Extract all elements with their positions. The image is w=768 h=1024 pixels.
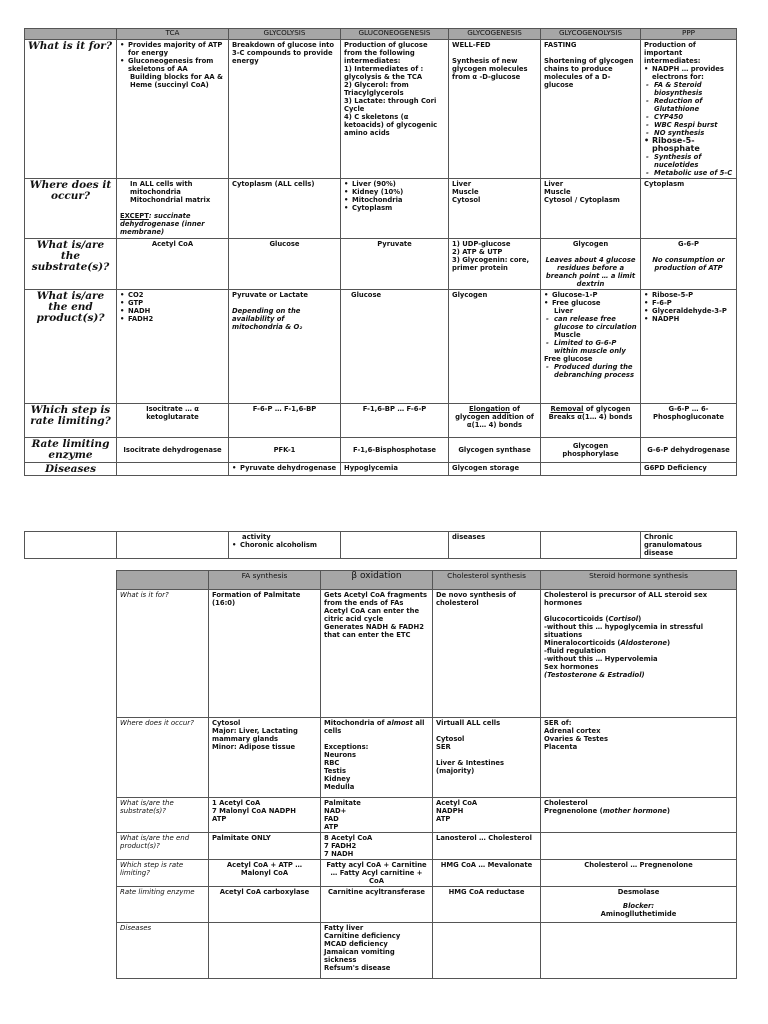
t3-beta-location (321, 718, 433, 798)
cell-glycogenesis-substrate (449, 239, 541, 290)
cell-glycogenolysis-purpose (541, 40, 641, 179)
t3-steroid-enzyme (541, 887, 737, 923)
cell-glycogenolysis-diseases (541, 463, 641, 476)
col-header-steroid: Steroid hormone synthesis (541, 571, 737, 590)
beta-exception-4: Kidney (324, 775, 351, 783)
cell-gluconeogenesis-enzyme: F-1,6-Bisphosphotase (341, 438, 449, 463)
ppp-product-4: • NADPH (644, 315, 733, 323)
beta-purpose-3: Generates NADH & FADH2 that can enter the ETC (324, 623, 424, 639)
cell-ppp-products (641, 290, 737, 404)
steroid-substrate-close: ) (666, 807, 671, 815)
glycogenesis-well-fed: WELL-FED (452, 41, 491, 49)
steroid-location-4: Placenta (544, 743, 578, 751)
steroid-gluco-note: -without this … hypoglycemia in stressful situations (544, 623, 704, 639)
t3-label-location: Where does it occur? (117, 718, 209, 798)
glycogenolysis-location-3: Cytosol / Cytoplasm (544, 196, 620, 204)
beta-product-3: 7 NADH (324, 850, 354, 858)
ppp-nadph-5: - NO synthesis (644, 129, 733, 137)
glycogenesis-location-1: Liver (452, 180, 472, 188)
t3-steroid-location (541, 718, 737, 798)
cell-glycogenesis-location (449, 179, 541, 239)
glycogenolysis-product-1: • Glucose-1-P (544, 291, 637, 299)
ppp-ribose-2: - Metabolic use of 5-C (644, 169, 733, 177)
glycogenolysis-product-2: • Free glucose (544, 299, 637, 307)
ppp-nadph-2: - Reduction of Glutathione (644, 97, 733, 113)
glycolysis-product: Pyruvate or Lactate (232, 291, 309, 299)
steroid-substrate-1: Cholesterol (544, 799, 588, 807)
cell-glycolysis-purpose: Breakdown of glucose into 3-C compounds to provide energy (229, 40, 341, 179)
beta-exception-2: RBC (324, 759, 340, 767)
beta-exception-1: Neurons (324, 751, 357, 759)
steroid-enzyme: Desmolase (617, 888, 660, 896)
glycogenolysis-liver-note: - can release free glucose to circulation (544, 315, 637, 331)
glycogenolysis-removal: Removal (550, 405, 584, 413)
beta-location-main (324, 719, 429, 735)
glycogenesis-location-2: Muscle (452, 188, 479, 196)
t3-fa-location (209, 718, 321, 798)
header-row (25, 29, 737, 40)
t3-corner-cell (117, 571, 209, 590)
glycogenesis-location-3: Cytosol (452, 196, 481, 204)
beta-substrate-1: Palmitate (324, 799, 361, 807)
steroid-blocker-label: Blocker: (622, 902, 655, 910)
cell-gluconeogenesis-rate-step: F-1,6-BP … F-6-P (341, 404, 449, 438)
gng-purpose-4: 4) C skeletons (α ketoacids) of glycogenic amino acids (344, 113, 438, 137)
t3-row-rate-enzyme (117, 887, 737, 923)
t3-label-purpose: What is it for? (117, 590, 209, 718)
steroid-mineral-note2: -without this … Hypervolemia (544, 655, 658, 663)
gng-purpose-2: 2) Glycerol: from Triacylglycerols (344, 81, 409, 97)
tca-product-1: • CO2 (120, 291, 225, 299)
chol-substrate-1: Acetyl CoA (436, 799, 478, 807)
cell-gluconeogenesis-products: Glucose (341, 290, 449, 404)
beta-substrate-3: FAD (324, 815, 339, 823)
except-text: : succinate dehydrogenase (inner membrane) (120, 212, 205, 236)
ppp-substrate-note: No consumption or production of ATP (652, 256, 725, 272)
ppp-product-1: • Ribose-5-P (644, 291, 733, 299)
row-substrates (25, 239, 737, 290)
ppp-ribose-1: - Synthesis of nucelotides (644, 153, 733, 169)
row-rate-step (25, 404, 737, 438)
t3-chol-purpose: De novo synthesis of cholesterol (433, 590, 541, 718)
tca-location-2: Mitochondrial matrix (130, 196, 211, 204)
cell-glycolysis-enzyme: PFK-1 (229, 438, 341, 463)
cell-tca-location (117, 179, 229, 239)
cell-ppp-rate-step: G-6-P … 6-Phosphogluconate (641, 404, 737, 438)
row-location (25, 179, 737, 239)
beta-product-2: 7 FADH2 (324, 842, 357, 850)
glycogenolysis-muscle-note: - Limited to G-6-P within muscle only (544, 339, 637, 355)
t3-label-rate-enzyme: Rate limiting enzyme (117, 887, 209, 923)
steroid-pregnenolone: Pregnenolone ( (544, 807, 603, 815)
t3-fa-substrates (209, 798, 321, 833)
tca-purpose-1: • Provides majority of ATP for energy (120, 41, 225, 57)
t3-label-diseases: Diseases (117, 923, 209, 979)
cell-ppp-enzyme: G-6-P dehydrogenase (641, 438, 737, 463)
t3-row-location (117, 718, 737, 798)
cell-glycolysis-rate-step: F-6-P … F-1,6-BP (229, 404, 341, 438)
t3-beta-diseases (321, 923, 433, 979)
steroid-location-1: SER of: (544, 719, 572, 727)
t3-chol-diseases (433, 923, 541, 979)
steroid-gluco (544, 615, 733, 623)
gng-location-4: • Cytoplasm (344, 204, 445, 212)
cont-cell-gluconeogenesis (341, 532, 449, 559)
cell-gluconeogenesis-purpose (341, 40, 449, 179)
fa-location-1: Cytosol (212, 719, 241, 727)
glycogenolysis-liver: Liver (554, 307, 574, 315)
beta-purpose-1: Gets Acetyl CoA fragments from the ends of FAs (324, 591, 427, 607)
ppp-nadph-3: - CYP450 (644, 113, 733, 121)
cont-glycolysis-1: activity (242, 533, 271, 541)
tca-purpose-3: Building blocks for AA & Heme (succinyl CoA) (130, 73, 223, 89)
gng-purpose-1: 1) Intermediates of : glycolysis & the TCA (344, 65, 424, 81)
fa-substrate-2: 7 Malonyl CoA NADPH (212, 807, 296, 815)
t3-chol-rate-step: HMG CoA … Mevalonate (433, 860, 541, 887)
t3-row-products (117, 833, 737, 860)
col-header-cholesterol: Cholesterol synthesis (433, 571, 541, 590)
t3-fa-products: Palmitate ONLY (209, 833, 321, 860)
t3-beta-products (321, 833, 433, 860)
beta-location-post: all cells (324, 719, 425, 735)
cell-gluconeogenesis-substrate: Pyruvate (341, 239, 449, 290)
glycolysis-product-note: Depending on the availability of mitochondria & O₂ (232, 307, 303, 331)
row-label-purpose: What is it for? (25, 40, 117, 179)
cell-glycogenolysis-enzyme: Glycogen phosphorylase (541, 438, 641, 463)
t3-row-diseases (117, 923, 737, 979)
t3-steroid-substrates (541, 798, 737, 833)
beta-disease-3: MCAD deficiency (324, 940, 388, 948)
t3-steroid-purpose (541, 590, 737, 718)
ppp-purpose-intro: Production of important intermediates: (644, 41, 701, 65)
glycogenolysis-free: Free glucose (544, 355, 593, 363)
t3-fa-rate-step: Acetyl CoA + ATP … Malonyl CoA (209, 860, 321, 887)
cell-glycogenolysis-location (541, 179, 641, 239)
steroid-aldosterone: Aldosterone (620, 639, 668, 647)
t3-steroid-diseases (541, 923, 737, 979)
cell-gluconeogenesis-diseases: Hypoglycemia (341, 463, 449, 476)
beta-substrate-2: NAD+ (324, 807, 347, 815)
glycogenesis-rate-rest: of glycogen addition of α(1… 4) bonds (455, 405, 534, 429)
cell-glycogenesis-diseases: Glycogen storage (449, 463, 541, 476)
beta-substrate-4: ATP (324, 823, 339, 831)
glycogenolysis-substrate: Glycogen (572, 240, 609, 248)
cont-cell-glycogenolysis (541, 532, 641, 559)
glycogenolysis-fasting: FASTING (544, 41, 577, 49)
t3-fa-enzyme: Acetyl CoA carboxylase (209, 887, 321, 923)
chol-substrate-3: ATP (436, 815, 451, 823)
glycogenesis-substrate-2: 2) ATP & UTP (452, 248, 503, 256)
col-header-gluconeogenesis: GLUCONEOGENESIS (341, 29, 449, 40)
col-header-ppp: PPP (641, 29, 737, 40)
t3-beta-purpose (321, 590, 433, 718)
t3-row-rate-step (117, 860, 737, 887)
fa-location-3: Minor: Adipose tissue (212, 743, 296, 751)
cell-tca-purpose (117, 40, 229, 179)
row-products (25, 290, 737, 404)
chol-location-1: Virtuall ALL cells (436, 719, 501, 727)
except-label: EXCEPT (120, 212, 149, 220)
glycogenolysis-location-2: Muscle (544, 188, 571, 196)
chol-location-4: Liver & Intestines (majority) (436, 759, 505, 775)
glycogenesis-elongation: Elongation (468, 405, 511, 413)
steroid-location-3: Ovaries & Testes (544, 735, 609, 743)
cell-glycolysis-diseases (229, 463, 341, 476)
t3-fa-diseases (209, 923, 321, 979)
t3-beta-substrates (321, 798, 433, 833)
cell-glycolysis-location: Cytoplasm (ALL cells) (229, 179, 341, 239)
t3-label-rate-step: Which step is rate limiting? (117, 860, 209, 887)
cell-glycogenesis-products: Glycogen (449, 290, 541, 404)
carbohydrate-metabolism-table (24, 28, 737, 476)
steroid-gluco-close: ) (638, 615, 642, 623)
steroid-substrate-2 (544, 807, 733, 815)
t3-beta-rate-step: Fatty acyl CoA + Carnitine … Fatty Acyl carnitine + CoA (321, 860, 433, 887)
beta-disease-1: Fatty liver (324, 924, 364, 932)
steroid-gluco-label: Glucocorticoids ( (544, 615, 609, 623)
cont-cell-glycolysis (229, 532, 341, 559)
lipid-metabolism-table (116, 570, 737, 979)
cell-tca-products (117, 290, 229, 404)
gng-location-1: • Liver (90%) (344, 180, 445, 188)
ppp-ribose: • Ribose-5-phosphate (644, 137, 733, 153)
glycogenolysis-location-1: Liver (544, 180, 564, 188)
glycogenolysis-muscle: Muscle (554, 331, 581, 339)
continuation-row (25, 532, 737, 559)
beta-disease-4: Jamaican vomiting sickness (324, 948, 395, 964)
row-label-rate-enzyme: Rate limiting enzyme (25, 438, 117, 463)
fa-substrate-3: ATP (212, 815, 227, 823)
cell-ppp-substrate (641, 239, 737, 290)
steroid-sex-examples: (Testosterone & Estradiol) (544, 671, 645, 679)
cell-gluconeogenesis-location (341, 179, 449, 239)
col-header-glycogenesis: GLYCOGENESIS (449, 29, 541, 40)
tca-location-1: In ALL cells with mitochondria (130, 180, 193, 196)
steroid-intro: Cholesterol is precursor of ALL steroid sex hormones (544, 591, 708, 607)
cell-glycogenolysis-products (541, 290, 641, 404)
cont-glycolysis-2: • Choronic alcoholism (232, 541, 337, 549)
col-header-fa-synthesis: FA synthesis (209, 571, 321, 590)
tca-location-except (120, 212, 225, 236)
t3-steroid-products (541, 833, 737, 860)
glycogenesis-substrate-3: 3) Glycogenin: core, primer protein (452, 256, 530, 272)
glycolysis-disease-1: • Pyruvate dehydrogenase (232, 464, 337, 472)
t3-label-substrates: What is/are the substrate(s)? (117, 798, 209, 833)
gng-location-3: • Mitochondria (344, 196, 445, 204)
beta-product-1: 8 Acetyl CoA (324, 834, 373, 842)
ppp-substrate: G-6-P (678, 240, 699, 248)
corner-cell (25, 29, 117, 40)
tca-product-3: • NADH (120, 307, 225, 315)
row-label-substrates: What is/are the substrate(s)? (25, 239, 117, 290)
glycogenolysis-purpose-text: Shortening of glycogen chains to produce molecules of a D-glucose (544, 57, 634, 89)
steroid-mother-hormone: mother hormone (602, 807, 667, 815)
t3-chol-enzyme: HMG CoA reductase (433, 887, 541, 923)
steroid-blocker: Aminoglluthetimide (600, 910, 677, 918)
row-label-location: Where does it occur? (25, 179, 117, 239)
row-purpose (25, 40, 737, 179)
beta-exceptions-label: Exceptions: (324, 743, 369, 751)
cont-cell-tca (117, 532, 229, 559)
glycogenesis-purpose-text: Synthesis of new glycogen molecules from α -D-glucose (452, 57, 528, 81)
steroid-mineral-close: ) (667, 639, 671, 647)
cell-glycogenesis-enzyme: Glycogen synthase (449, 438, 541, 463)
cell-glycogenesis-rate-step (449, 404, 541, 438)
steroid-mineral-note1: -fluid regulation (544, 647, 606, 655)
steroid-location-2: Adrenal cortex (544, 727, 601, 735)
glycogenolysis-substrate-note: Leaves about 4 glucose residues before a breanch point … a limit dextrin (545, 256, 636, 288)
cell-tca-rate-step: Isocitrate … α ketoglutarate (117, 404, 229, 438)
t3-header-row (117, 571, 737, 590)
diseases-continuation-table (24, 531, 737, 559)
cell-ppp-location: Cytoplasm (641, 179, 737, 239)
tca-product-2: • GTP (120, 299, 225, 307)
t3-chol-location (433, 718, 541, 798)
t3-row-substrates (117, 798, 737, 833)
col-header-tca: TCA (117, 29, 229, 40)
beta-location-almost: almost (386, 719, 413, 727)
ppp-product-3: • Glyceraldehyde-3-P (644, 307, 733, 315)
tca-purpose-2: • Gluconeogenesis from skeletons of AA (120, 57, 225, 73)
t3-fa-purpose: Formation of Palmitate (16:0) (209, 590, 321, 718)
cell-glycogenolysis-rate-step (541, 404, 641, 438)
glycogenolysis-free-note: - Produced during the debranching process (544, 363, 637, 379)
steroid-mineral (544, 639, 733, 647)
ppp-product-2: • F-6-P (644, 299, 733, 307)
cont-cell-label (25, 532, 117, 559)
cell-ppp-diseases: G6PD Deficiency (641, 463, 737, 476)
beta-exception-5: Medulla (324, 783, 355, 791)
t3-label-products: What is/are the end product(s)? (117, 833, 209, 860)
beta-purpose-2: Acetyl CoA can enter the citric acid cycle (324, 607, 420, 623)
cell-tca-diseases (117, 463, 229, 476)
col-header-glycolysis: GLYCOLYSIS (229, 29, 341, 40)
cell-tca-enzyme: Isocitrate dehydrogenase (117, 438, 229, 463)
col-header-glycogenolysis: GLYCOGENOLYSIS (541, 29, 641, 40)
cell-ppp-purpose (641, 40, 737, 179)
fa-substrate-1: 1 Acetyl CoA (212, 799, 261, 807)
cell-tca-substrate: Acetyl CoA (117, 239, 229, 290)
steroid-mineral-label: Mineralocorticoids ( (544, 639, 621, 647)
gng-purpose-intro: Production of glucose from the following intermediates: (344, 41, 428, 65)
row-rate-enzyme (25, 438, 737, 463)
fa-location-2: Major: Liver, Lactating mammary glands (212, 727, 298, 743)
chol-location-2: Cytosol (436, 735, 465, 743)
chol-substrate-2: NADPH (436, 807, 464, 815)
t3-row-purpose (117, 590, 737, 718)
cell-glycogenesis-purpose (449, 40, 541, 179)
col-header-beta-oxidation: β oxidation (321, 571, 433, 590)
glycogenesis-substrate-1: 1) UDP-glucose (452, 240, 511, 248)
tca-product-4: • FADH2 (120, 315, 225, 323)
t3-chol-products: Lanosterol … Cholesterol (433, 833, 541, 860)
beta-location-pre: Mitochondria of (324, 719, 387, 727)
ppp-nadph-4: - WBC Respi burst (644, 121, 733, 129)
beta-exception-3: Testis (324, 767, 347, 775)
row-label-rate-step: Which step is rate limiting? (25, 404, 117, 438)
ppp-nadph: • NADPH … provides electrons for: (644, 65, 733, 81)
row-label-products: What is/are the end product(s)? (25, 290, 117, 404)
cell-glycogenolysis-substrate (541, 239, 641, 290)
t3-beta-enzyme: Carnitine acyltransferase (321, 887, 433, 923)
steroid-sex: Sex hormones (544, 663, 599, 671)
row-diseases (25, 463, 737, 476)
gng-purpose-3: 3) Lactate: through Cori Cycle (344, 97, 437, 113)
gng-location-2: • Kidney (10%) (344, 188, 445, 196)
glycogenolysis-rate-rest: of glycogen Breaks α(1… 4) bonds (548, 405, 633, 421)
t3-chol-substrates (433, 798, 541, 833)
t3-steroid-rate-step: Cholesterol … Pregnenolone (541, 860, 737, 887)
cont-cell-glycogenesis: diseases (449, 532, 541, 559)
ppp-nadph-1: - FA & Steroid biosynthesis (644, 81, 733, 97)
cell-glycolysis-substrate: Glucose (229, 239, 341, 290)
beta-disease-5: Refsum's disease (324, 964, 391, 972)
steroid-cortisol: Cortisol (608, 615, 639, 623)
row-label-diseases: Diseases (25, 463, 117, 476)
beta-disease-2: Carnitine deficiency (324, 932, 401, 940)
cell-glycolysis-products (229, 290, 341, 404)
chol-location-3: SER (436, 743, 451, 751)
cont-cell-ppp: Chronic granulomatous disease (641, 532, 737, 559)
